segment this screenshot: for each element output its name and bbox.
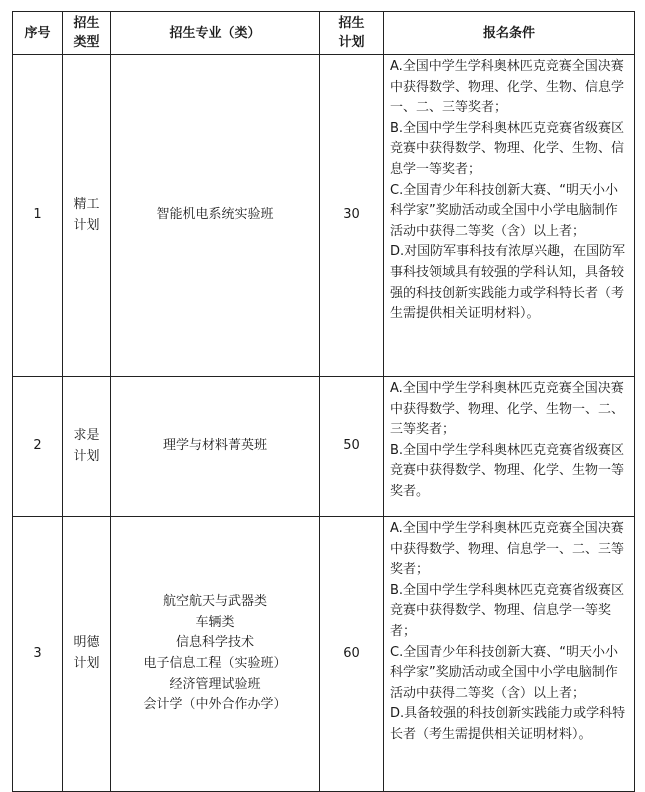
row-type-text: 求是计划	[73, 427, 100, 464]
row-type-text: 明德计划	[73, 635, 100, 671]
major-item: 理学与材料菁英班	[162, 438, 267, 454]
row-type	[63, 55, 111, 377]
row-quota: 50	[320, 377, 384, 517]
major-item: 智能机电系统实验班	[156, 207, 274, 223]
condition-item: B.全国中学生学科奥林匹克竞赛省级赛区竞赛中获得数学、物理、化学、生物、信息学一等奖者；	[390, 120, 625, 177]
header-quota	[320, 12, 384, 55]
header-conditions: 报名条件	[384, 12, 635, 55]
row-quota: 30	[320, 55, 384, 377]
row-type	[63, 517, 111, 792]
major-item: 经济管理试验班	[169, 676, 261, 692]
header-type	[63, 12, 111, 55]
condition-item: B.全国中学生学科奥林匹克竞赛省级赛区竞赛中获得数学、物理、信息学一等奖者；	[390, 582, 625, 639]
condition-item: D.具备较强的科技创新实践能力或学科特长者（考生需提供相关证明材料）。	[390, 706, 626, 742]
row-majors	[111, 377, 320, 517]
condition-item: D.对国防军事科技有浓厚兴趣，在国防军事科技领域具有较强的学科认知，具备较强的科技创新实践能力或学科特长者（考生需提供相关证明材料）。	[390, 244, 626, 322]
row-majors	[111, 55, 320, 377]
condition-item: B.全国中学生学科奥林匹克竞赛省级赛区竞赛中获得数学、物理、化学、生物一等奖者。	[390, 442, 625, 499]
major-item: 电子信息工程（实验班）	[143, 656, 287, 671]
admission-table	[12, 11, 635, 792]
header-index: 序号	[13, 12, 63, 55]
row-index: 1	[13, 55, 63, 377]
condition-item: A.全国中学生学科奥林匹克竞赛全国决赛中获得数学、物理、信息学一、二、三等奖者；	[390, 521, 625, 578]
row-index: 3	[13, 517, 63, 792]
row-type-text: 精工计划	[73, 196, 100, 233]
header-major: 招生专业（类）	[111, 12, 320, 55]
row-index: 2	[13, 377, 63, 517]
row-quota: 60	[320, 517, 384, 792]
row-majors	[111, 517, 320, 792]
row-conditions	[384, 55, 635, 377]
table-row	[13, 517, 635, 792]
table-row	[13, 377, 635, 517]
table-row	[13, 55, 635, 377]
major-item: 航空航天与武器类	[162, 594, 267, 610]
table-header-row	[13, 12, 635, 55]
condition-item: C.全国青少年科技创新大赛、“明天小小科学家”奖励活动或全国中小学电脑制作活动中获得二等奖（含）以上者；	[390, 644, 618, 701]
row-conditions	[384, 517, 635, 792]
condition-item: A.全国中学生学科奥林匹克竞赛全国决赛中获得数学、物理、化学、生物一、二、三等奖者；	[390, 381, 625, 438]
major-item: 会计学（中外合作办学）	[143, 697, 287, 713]
header-type-text: 招生类型	[73, 16, 100, 50]
header-quota-text: 招生计划	[338, 16, 365, 50]
row-conditions	[384, 377, 635, 517]
condition-item: C.全国青少年科技创新大赛、“明天小小科学家”奖励活动或全国中小学电脑制作活动中获得二等奖（含）以上者；	[390, 182, 618, 239]
major-item: 车辆类	[195, 614, 235, 630]
condition-item: A.全国中学生学科奥林匹克竞赛全国决赛中获得数学、物理、化学、生物、信息学一、二、三等奖者；	[390, 59, 625, 116]
major-item: 信息科学技术	[175, 635, 254, 651]
row-type	[63, 377, 111, 517]
